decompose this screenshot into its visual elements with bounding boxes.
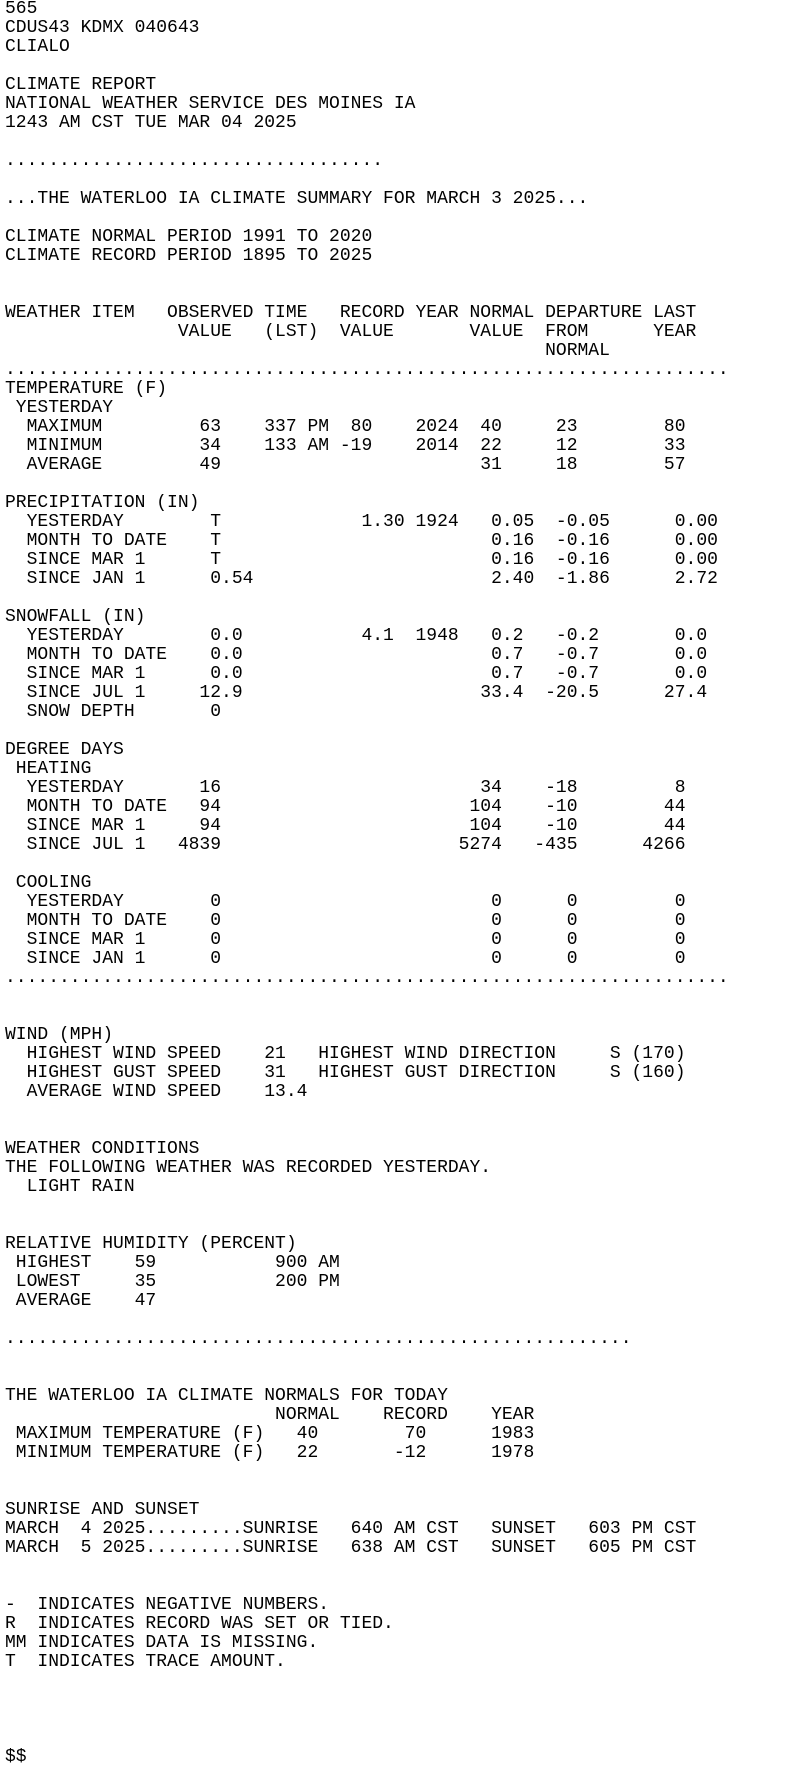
report-line: SINCE JUL 1 4839 5274 -435 4266 [5, 836, 686, 855]
report-line [5, 1197, 805, 1216]
report-line: MINIMUM 34 133 AM -19 2014 22 12 33 [5, 437, 686, 456]
report-line: SNOW DEPTH 0 [5, 703, 222, 722]
report-line: ................................... [5, 152, 384, 171]
report-line: DEGREE DAYS [5, 741, 124, 760]
report-line: MONTH TO DATE 0 0 0 0 [5, 912, 686, 931]
report-line: CLIMATE RECORD PERIOD 1895 TO 2025 [5, 247, 373, 266]
report-line [5, 1710, 805, 1729]
report-line: MM INDICATES DATA IS MISSING. [5, 1634, 319, 1653]
report-line [5, 1577, 805, 1596]
report-line: WIND (MPH) [5, 1026, 114, 1045]
report-line: T INDICATES TRACE AMOUNT. [5, 1653, 286, 1672]
report-line: NATIONAL WEATHER SERVICE DES MOINES IA [5, 95, 416, 114]
report-line [5, 475, 805, 494]
report-line: CLIMATE NORMAL PERIOD 1991 TO 2020 [5, 228, 373, 247]
report-line: NORMAL [5, 342, 610, 361]
report-line: YESTERDAY [5, 399, 114, 418]
report-line: MINIMUM TEMPERATURE (F) 22 -12 1978 [5, 1444, 535, 1463]
report-line: PRECIPITATION (IN) [5, 494, 200, 513]
report-line [5, 589, 805, 608]
report-line: MONTH TO DATE T 0.16 -0.16 0.00 [5, 532, 718, 551]
report-line: MARCH 5 2025.........SUNRISE 638 AM CST SUNSET 605 PM CST [5, 1539, 697, 1558]
report-line: SINCE MAR 1 0 0 0 0 [5, 931, 686, 950]
report-line: SINCE JAN 1 0 0 0 0 [5, 950, 686, 969]
report-line: THE FOLLOWING WEATHER WAS RECORDED YESTERDAY. [5, 1159, 492, 1178]
report-line: WEATHER CONDITIONS [5, 1140, 200, 1159]
report-line [5, 1729, 805, 1748]
report-line: HIGHEST GUST SPEED 31 HIGHEST GUST DIRECTION S (160) [5, 1064, 686, 1083]
report-line: LOWEST 35 200 PM [5, 1273, 340, 1292]
report-line: THE WATERLOO IA CLIMATE NORMALS FOR TODAY [5, 1387, 448, 1406]
report-line [5, 1311, 805, 1330]
report-line: YESTERDAY 0.0 4.1 1948 0.2 -0.2 0.0 [5, 627, 708, 646]
report-line: AVERAGE 47 [5, 1292, 157, 1311]
report-line: SINCE MAR 1 0.0 0.7 -0.7 0.0 [5, 665, 708, 684]
report-line: MONTH TO DATE 94 104 -10 44 [5, 798, 686, 817]
report-line [5, 209, 805, 228]
report-line: SUNRISE AND SUNSET [5, 1501, 200, 1520]
report-line [5, 1102, 805, 1121]
report-line: MAXIMUM TEMPERATURE (F) 40 70 1983 [5, 1425, 535, 1444]
report-line [5, 266, 805, 285]
report-line [5, 1558, 805, 1577]
report-line: ................................................................... [5, 361, 729, 380]
report-line: TEMPERATURE (F) [5, 380, 168, 399]
report-line: HIGHEST WIND SPEED 21 HIGHEST WIND DIRECTION S (170) [5, 1045, 686, 1064]
report-line: 1243 AM CST TUE MAR 04 2025 [5, 114, 297, 133]
report-line [5, 1691, 805, 1710]
report-line [5, 57, 805, 76]
report-line: ...THE WATERLOO IA CLIMATE SUMMARY FOR MARCH 3 2025... [5, 190, 589, 209]
report-line [5, 1216, 805, 1235]
report-line: $$ [5, 1748, 27, 1767]
report-line: WEATHER ITEM OBSERVED TIME RECORD YEAR NORMAL DEPARTURE LAST [5, 304, 697, 323]
report-line: SINCE JAN 1 0.54 2.40 -1.86 2.72 [5, 570, 718, 589]
report-line: CLIALO [5, 38, 70, 57]
report-line [5, 285, 805, 304]
report-line: NORMAL RECORD YEAR [5, 1406, 535, 1425]
report-line: ................................................................... [5, 969, 729, 988]
report-line [5, 1121, 805, 1140]
report-line: HIGHEST 59 900 AM [5, 1254, 340, 1273]
report-line: COOLING [5, 874, 92, 893]
report-line [5, 1007, 805, 1026]
report-line [5, 1368, 805, 1387]
report-line: MONTH TO DATE 0.0 0.7 -0.7 0.0 [5, 646, 708, 665]
report-line: MARCH 4 2025.........SUNRISE 640 AM CST SUNSET 603 PM CST [5, 1520, 697, 1539]
report-line: R INDICATES RECORD WAS SET OR TIED. [5, 1615, 394, 1634]
report-line [5, 133, 805, 152]
report-line: LIGHT RAIN [5, 1178, 135, 1197]
report-line: HEATING [5, 760, 92, 779]
report-line [5, 988, 805, 1007]
report-line [5, 722, 805, 741]
report-line: YESTERDAY T 1.30 1924 0.05 -0.05 0.00 [5, 513, 718, 532]
report-line [5, 1672, 805, 1691]
report-line: YESTERDAY 16 34 -18 8 [5, 779, 686, 798]
report-line: 565 [5, 0, 38, 19]
report-line [5, 855, 805, 874]
report-line [5, 171, 805, 190]
report-line: YESTERDAY 0 0 0 0 [5, 893, 686, 912]
report-line [5, 1463, 805, 1482]
report-line: MAXIMUM 63 337 PM 80 2024 40 23 80 [5, 418, 686, 437]
report-line: RELATIVE HUMIDITY (PERCENT) [5, 1235, 297, 1254]
report-line: CLIMATE REPORT [5, 76, 157, 95]
report-line: .......................................................... [5, 1330, 632, 1349]
report-line [5, 1349, 805, 1368]
report-line: AVERAGE WIND SPEED 13.4 [5, 1083, 308, 1102]
report-line: SINCE MAR 1 T 0.16 -0.16 0.00 [5, 551, 718, 570]
report-line [5, 1482, 805, 1501]
report-line: - INDICATES NEGATIVE NUMBERS. [5, 1596, 330, 1615]
report-line: SNOWFALL (IN) [5, 608, 146, 627]
report-line: AVERAGE 49 31 18 57 [5, 456, 686, 475]
report-line: SINCE JUL 1 12.9 33.4 -20.5 27.4 [5, 684, 708, 703]
report-line: CDUS43 KDMX 040643 [5, 19, 200, 38]
report-line: VALUE (LST) VALUE VALUE FROM YEAR [5, 323, 697, 342]
report-line: SINCE MAR 1 94 104 -10 44 [5, 817, 686, 836]
